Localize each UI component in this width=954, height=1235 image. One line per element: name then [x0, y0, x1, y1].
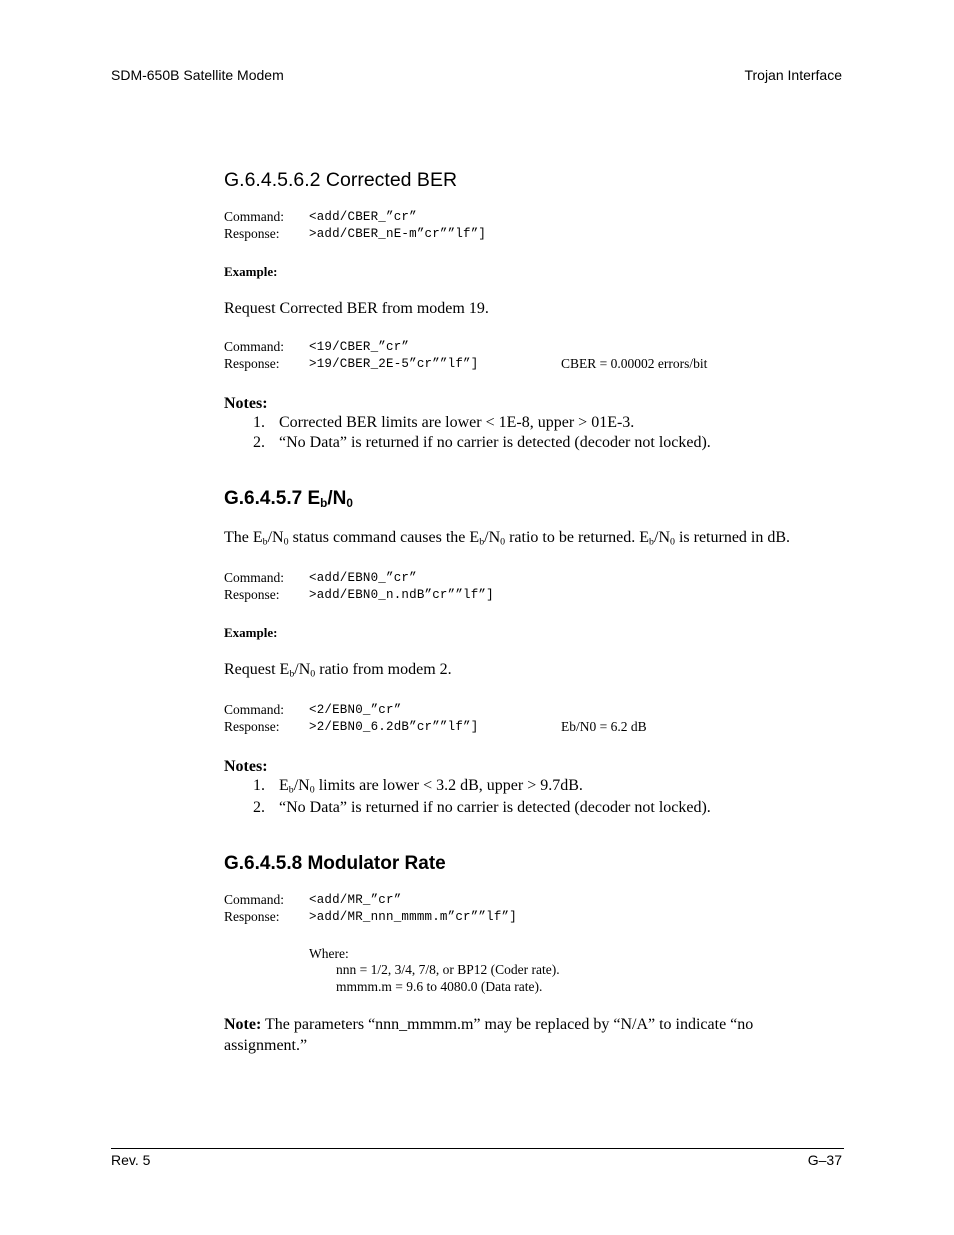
where-data-rate: mmmm.m = 9.6 to 4080.0 (Data rate). — [336, 979, 543, 994]
example-command: <19/CBER_”cr” — [309, 340, 410, 354]
footer-rule — [111, 1148, 844, 1149]
example-label: Example: — [224, 625, 278, 640]
command-label: Command: — [224, 339, 284, 354]
command-label: Command: — [224, 892, 284, 907]
note-number: 1. — [253, 777, 265, 794]
where-coder-rate: nnn = 1/2, 3/4, 7/8, or BP12 (Coder rate). — [336, 962, 560, 977]
note-item — [253, 799, 711, 817]
example-comment: CBER = 0.00002 errors/bit — [561, 356, 708, 371]
note-text: Corrected BER limits are lower < 1E-8, upper > 01E-3. — [279, 414, 635, 431]
note-item — [253, 434, 711, 452]
response-label: Response: — [224, 909, 280, 924]
example-response: >19/CBER_2E-5”cr””lf”] — [309, 357, 479, 371]
command-syntax: <add/CBER_”cr” — [309, 210, 417, 224]
footer-revision: Rev. 5 — [111, 1152, 151, 1168]
section-heading-eb-n0: G.6.4.5.7 $E_b/N_0$ — [224, 488, 353, 510]
assignment-note-continued: assignment.” — [224, 1037, 308, 1054]
command-syntax: <add/EBN0_”cr” — [309, 571, 417, 585]
example-description: Request Corrected BER from modem 19. — [224, 300, 489, 317]
response-label: Response: — [224, 226, 280, 241]
response-label: Response: — [224, 719, 280, 734]
note-number: 2. — [253, 799, 265, 816]
notes-label: Notes: — [224, 758, 268, 775]
example-label: Example: — [224, 264, 278, 279]
running-header-right: Trojan Interface — [744, 67, 842, 83]
example-comment: Eb/N0 = 6.2 dB — [561, 719, 647, 734]
eb-n0-description: The $E_b/N_0$ status command causes the $E_b/N_0$ ratio to be returned. $E_b/N_0$ is returned in dB. — [224, 529, 791, 548]
section-heading-corrected-ber: G.6.4.5.6.2 Corrected BER — [224, 169, 458, 191]
section-heading-modulator-rate: G.6.4.5.8 Modulator Rate — [224, 853, 446, 874]
footer-page-number: G–37 — [807, 1152, 842, 1168]
response-syntax: >add/CBER_nE-m”cr””lf”] — [309, 227, 487, 241]
command-label: Command: — [224, 702, 284, 717]
assignment-note: Note: The parameters “nnn_mmmm.m” may be replaced by “N/A” to indicate “no — [224, 1016, 754, 1033]
note-text: limits are lower < 3.2 dB, upper > 9.7dB. — [314, 777, 583, 794]
command-label: Command: — [224, 570, 284, 585]
command-syntax: <add/MR_”cr” — [309, 893, 402, 907]
example-response: >2/EBN0_6.2dB”cr””lf”] — [309, 720, 479, 734]
response-syntax: >add/MR_nnn_mmmm.m”cr””lf”] — [309, 910, 517, 924]
response-syntax: >add/EBN0_n.ndB”cr””lf”] — [309, 588, 494, 602]
note-item — [253, 414, 634, 432]
example-description: Request $E_b/N_0$ ratio from modem 2. — [224, 661, 452, 680]
response-label: Response: — [224, 356, 280, 371]
response-label: Response: — [224, 587, 280, 602]
note-number: 2. — [253, 434, 265, 451]
command-label: Command: — [224, 209, 284, 224]
notes-label: Notes: — [224, 395, 268, 412]
note-text: “No Data” is returned if no carrier is detected (decoder not locked). — [279, 434, 711, 451]
example-command: <2/EBN0_”cr” — [309, 703, 402, 717]
running-header-left: SDM-650B Satellite Modem — [111, 67, 284, 83]
note-item: 1. $E_b/N_0$ limits are lower < 3.2 dB, upper > 9.7dB. — [253, 777, 583, 796]
note-number: 1. — [253, 414, 265, 431]
where-label: Where: — [309, 946, 349, 961]
note-text: “No Data” is returned if no carrier is detected (decoder not locked). — [279, 799, 711, 816]
